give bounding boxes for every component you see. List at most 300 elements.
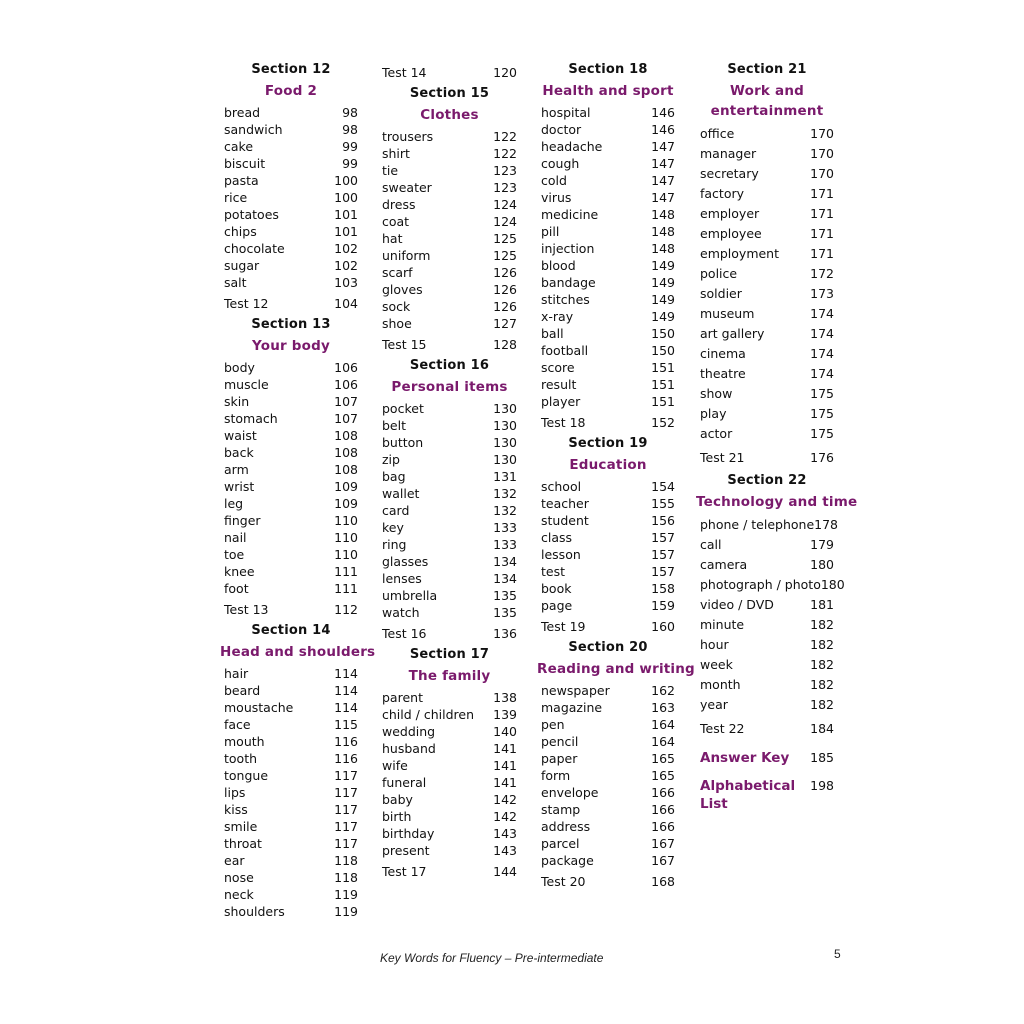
entry-word: wrist bbox=[224, 479, 255, 494]
entry-page-number: 112 bbox=[334, 602, 358, 617]
word-entry bbox=[224, 359, 358, 376]
entry-page-number: 182 bbox=[810, 637, 834, 652]
entry-word: package bbox=[541, 853, 594, 868]
entry-page-number: 158 bbox=[651, 581, 675, 596]
entry-word: sweater bbox=[382, 180, 432, 195]
word-entry bbox=[224, 563, 358, 580]
word-entry bbox=[382, 604, 517, 621]
word-entry bbox=[382, 502, 517, 519]
word-entry bbox=[224, 172, 358, 189]
appendix-page-number: 198 bbox=[810, 778, 834, 793]
entry-word: museum bbox=[700, 306, 755, 321]
entry-page-number: 142 bbox=[493, 809, 517, 824]
entry-word: Test 14 bbox=[382, 65, 427, 80]
entry-word: week bbox=[700, 657, 733, 672]
entry-page-number: 166 bbox=[651, 785, 675, 800]
word-entry bbox=[700, 124, 834, 144]
entry-word: Test 20 bbox=[541, 874, 586, 889]
entry-page-number: 147 bbox=[651, 139, 675, 154]
word-entry bbox=[224, 801, 358, 818]
entry-page-number: 160 bbox=[651, 619, 675, 634]
entry-word: parent bbox=[382, 690, 423, 705]
word-entry bbox=[224, 546, 358, 563]
entry-word: video / DVD bbox=[700, 597, 774, 612]
entry-page-number: 110 bbox=[334, 547, 358, 562]
entry-page-number: 182 bbox=[810, 697, 834, 712]
entry-word: moustache bbox=[224, 700, 294, 715]
entry-word: watch bbox=[382, 605, 420, 620]
entry-word: salt bbox=[224, 275, 247, 290]
entry-word: foot bbox=[224, 581, 249, 596]
word-entry bbox=[224, 104, 358, 121]
entry-word: wife bbox=[382, 758, 408, 773]
entry-page-number: 135 bbox=[493, 588, 517, 603]
word-entry bbox=[224, 206, 358, 223]
entry-word: button bbox=[382, 435, 424, 450]
entry-word: leg bbox=[224, 496, 244, 511]
entry-word: stamp bbox=[541, 802, 581, 817]
word-entry bbox=[382, 757, 517, 774]
word-entry bbox=[224, 699, 358, 716]
entry-page-number: 178 bbox=[814, 517, 839, 532]
word-entry bbox=[541, 767, 675, 784]
word-entry bbox=[382, 808, 517, 825]
entry-page-number: 114 bbox=[334, 683, 358, 698]
word-entry bbox=[382, 315, 517, 332]
entry-page-number: 114 bbox=[334, 700, 358, 715]
word-entry bbox=[700, 595, 834, 615]
word-entry bbox=[700, 264, 834, 284]
entry-page-number: 108 bbox=[334, 462, 358, 477]
entry-word: page bbox=[541, 598, 573, 613]
word-entry bbox=[541, 835, 675, 852]
entry-word: pencil bbox=[541, 734, 579, 749]
entry-page-number: 110 bbox=[334, 530, 358, 545]
word-entry bbox=[224, 240, 358, 257]
entry-page-number: 175 bbox=[810, 406, 834, 421]
entry-page-number: 170 bbox=[810, 146, 834, 161]
section-topic: Reading and writing bbox=[537, 661, 695, 677]
entry-word: year bbox=[700, 697, 728, 712]
word-entry bbox=[700, 304, 834, 324]
entry-page-number: 136 bbox=[493, 626, 517, 641]
entry-word: month bbox=[700, 677, 741, 692]
word-entry bbox=[541, 206, 675, 223]
entry-page-number: 175 bbox=[810, 386, 834, 401]
entry-page-number: 167 bbox=[651, 853, 675, 868]
entry-word: theatre bbox=[700, 366, 746, 381]
word-entry bbox=[541, 189, 675, 206]
entry-word: cough bbox=[541, 156, 580, 171]
word-entry bbox=[541, 512, 675, 529]
word-entry bbox=[382, 689, 517, 706]
entry-page-number: 167 bbox=[651, 836, 675, 851]
word-entry bbox=[700, 184, 834, 204]
entry-word: neck bbox=[224, 887, 254, 902]
word-list bbox=[700, 124, 834, 444]
section-topic: The family bbox=[408, 668, 491, 684]
entry-page-number: 179 bbox=[810, 537, 834, 552]
column-4 bbox=[696, 60, 858, 813]
entry-page-number: 103 bbox=[334, 275, 358, 290]
entry-page-number: 174 bbox=[810, 366, 834, 381]
word-list bbox=[382, 400, 517, 621]
entry-word: call bbox=[700, 537, 722, 552]
entry-word: rice bbox=[224, 190, 248, 205]
entry-word: medicine bbox=[541, 207, 599, 222]
entry-page-number: 147 bbox=[651, 156, 675, 171]
entry-word: sandwich bbox=[224, 122, 283, 137]
entry-word: phone / telephone bbox=[700, 517, 815, 532]
entry-word: bag bbox=[382, 469, 406, 484]
entry-page-number: 124 bbox=[493, 214, 517, 229]
word-entry bbox=[224, 733, 358, 750]
entry-word: Test 12 bbox=[224, 296, 269, 311]
entry-word: student bbox=[541, 513, 589, 528]
entry-word: Test 15 bbox=[382, 337, 427, 352]
entry-page-number: 157 bbox=[651, 530, 675, 545]
entry-word: glasses bbox=[382, 554, 429, 569]
entry-page-number: 148 bbox=[651, 224, 675, 239]
section-topic: Technology and time bbox=[696, 494, 858, 510]
word-entry bbox=[382, 740, 517, 757]
word-entry bbox=[541, 172, 675, 189]
entry-page-number: 148 bbox=[651, 241, 675, 256]
word-entry bbox=[541, 716, 675, 733]
test-entry bbox=[224, 295, 358, 312]
entry-word: waist bbox=[224, 428, 257, 443]
entry-word: school bbox=[541, 479, 582, 494]
section-heading: Section 15 bbox=[409, 86, 490, 101]
word-entry bbox=[382, 536, 517, 553]
entry-word: sock bbox=[382, 299, 411, 314]
entry-page-number: 116 bbox=[334, 734, 358, 749]
entry-word: stitches bbox=[541, 292, 590, 307]
entry-word: play bbox=[700, 406, 727, 421]
entry-page-number: 143 bbox=[493, 843, 517, 858]
entry-word: biscuit bbox=[224, 156, 266, 171]
word-entry bbox=[224, 461, 358, 478]
entry-page-number: 133 bbox=[493, 520, 517, 535]
word-entry bbox=[224, 427, 358, 444]
word-entry bbox=[700, 575, 845, 595]
word-entry bbox=[224, 784, 358, 801]
word-entry bbox=[224, 478, 358, 495]
word-entry bbox=[700, 655, 834, 675]
entry-page-number: 118 bbox=[334, 853, 358, 868]
word-entry bbox=[382, 230, 517, 247]
entry-word: bandage bbox=[541, 275, 596, 290]
entry-page-number: 104 bbox=[334, 296, 358, 311]
word-entry bbox=[224, 410, 358, 427]
entry-word: coat bbox=[382, 214, 410, 229]
entry-page-number: 171 bbox=[810, 186, 834, 201]
word-entry bbox=[541, 138, 675, 155]
entry-page-number: 182 bbox=[810, 657, 834, 672]
entry-word: smile bbox=[224, 819, 258, 834]
entry-word: result bbox=[541, 377, 577, 392]
section-topic: Health and sport bbox=[542, 83, 674, 99]
entry-page-number: 154 bbox=[651, 479, 675, 494]
entry-page-number: 107 bbox=[334, 394, 358, 409]
entry-page-number: 126 bbox=[493, 282, 517, 297]
entry-page-number: 101 bbox=[334, 207, 358, 222]
test-entry bbox=[541, 873, 675, 890]
test-entry bbox=[382, 336, 517, 353]
entry-page-number: 117 bbox=[334, 802, 358, 817]
section-heading: Section 13 bbox=[251, 317, 331, 332]
entry-page-number: 164 bbox=[651, 717, 675, 732]
entry-page-number: 171 bbox=[810, 206, 834, 221]
entry-page-number: 130 bbox=[493, 435, 517, 450]
entry-word: funeral bbox=[382, 775, 427, 790]
entry-page-number: 182 bbox=[810, 677, 834, 692]
entry-page-number: 141 bbox=[493, 775, 517, 790]
entry-page-number: 110 bbox=[334, 513, 358, 528]
word-entry bbox=[541, 223, 675, 240]
entry-page-number: 144 bbox=[493, 864, 517, 879]
word-entry bbox=[382, 128, 517, 145]
entry-word: art gallery bbox=[700, 326, 765, 341]
entry-page-number: 98 bbox=[342, 122, 358, 137]
word-entry bbox=[382, 434, 517, 451]
entry-page-number: 162 bbox=[651, 683, 675, 698]
entry-page-number: 180 bbox=[810, 557, 834, 572]
word-entry bbox=[382, 825, 517, 842]
word-entry bbox=[541, 801, 675, 818]
entry-word: umbrella bbox=[382, 588, 438, 603]
word-entry bbox=[541, 529, 675, 546]
word-entry bbox=[224, 444, 358, 461]
word-entry bbox=[224, 750, 358, 767]
word-entry bbox=[382, 791, 517, 808]
entry-word: present bbox=[382, 843, 430, 858]
entry-word: finger bbox=[224, 513, 261, 528]
word-entry bbox=[700, 144, 834, 164]
entry-page-number: 102 bbox=[334, 258, 358, 273]
entry-word: nose bbox=[224, 870, 254, 885]
entry-page-number: 142 bbox=[493, 792, 517, 807]
word-entry bbox=[541, 393, 675, 410]
entry-page-number: 149 bbox=[651, 275, 675, 290]
word-entry bbox=[382, 570, 517, 587]
entry-word: zip bbox=[382, 452, 400, 467]
word-entry bbox=[541, 733, 675, 750]
word-entry bbox=[541, 291, 675, 308]
entry-word: doctor bbox=[541, 122, 582, 137]
entry-word: employer bbox=[700, 206, 760, 221]
word-list bbox=[224, 359, 358, 597]
entry-word: employee bbox=[700, 226, 762, 241]
entry-page-number: 117 bbox=[334, 819, 358, 834]
entry-page-number: 107 bbox=[334, 411, 358, 426]
word-entry bbox=[224, 682, 358, 699]
test-entry bbox=[224, 601, 358, 618]
word-entry bbox=[541, 750, 675, 767]
entry-page-number: 147 bbox=[651, 173, 675, 188]
entry-word: book bbox=[541, 581, 572, 596]
entry-page-number: 122 bbox=[493, 129, 517, 144]
entry-page-number: 175 bbox=[810, 426, 834, 441]
entry-page-number: 166 bbox=[651, 802, 675, 817]
entry-word: lesson bbox=[541, 547, 581, 562]
entry-word: x-ray bbox=[541, 309, 574, 324]
word-entry bbox=[382, 400, 517, 417]
entry-page-number: 148 bbox=[651, 207, 675, 222]
entry-word: kiss bbox=[224, 802, 248, 817]
test-entry bbox=[541, 414, 675, 431]
section-heading: Section 19 bbox=[568, 436, 648, 451]
column-3 bbox=[537, 60, 695, 895]
entry-page-number: 171 bbox=[810, 226, 834, 241]
entry-word: secretary bbox=[700, 166, 759, 181]
word-entry bbox=[541, 325, 675, 342]
entry-page-number: 119 bbox=[334, 887, 358, 902]
word-entry bbox=[700, 324, 834, 344]
word-entry bbox=[382, 281, 517, 298]
word-entry bbox=[541, 308, 675, 325]
word-entry bbox=[541, 155, 675, 172]
word-entry bbox=[224, 376, 358, 393]
entry-page-number: 174 bbox=[810, 346, 834, 361]
entry-word: office bbox=[700, 126, 735, 141]
entry-page-number: 100 bbox=[334, 190, 358, 205]
entry-word: scarf bbox=[382, 265, 413, 280]
word-entry bbox=[700, 404, 834, 424]
entry-word: newspaper bbox=[541, 683, 610, 698]
word-list bbox=[224, 665, 358, 920]
entry-page-number: 140 bbox=[493, 724, 517, 739]
entry-page-number: 149 bbox=[651, 258, 675, 273]
word-list bbox=[541, 478, 675, 614]
word-entry bbox=[224, 121, 358, 138]
entry-page-number: 176 bbox=[810, 450, 834, 465]
entry-page-number: 134 bbox=[493, 571, 517, 586]
entry-word: back bbox=[224, 445, 254, 460]
entry-word: pill bbox=[541, 224, 560, 239]
entry-word: chocolate bbox=[224, 241, 285, 256]
entry-page-number: 132 bbox=[493, 486, 517, 501]
entry-word: uniform bbox=[382, 248, 431, 263]
entry-word: skin bbox=[224, 394, 250, 409]
entry-page-number: 127 bbox=[493, 316, 517, 331]
entry-page-number: 180 bbox=[820, 577, 845, 592]
entry-word: muscle bbox=[224, 377, 269, 392]
entry-word: score bbox=[541, 360, 575, 375]
test-entry bbox=[700, 719, 834, 739]
entry-page-number: 152 bbox=[651, 415, 675, 430]
entry-word: hat bbox=[382, 231, 403, 246]
word-entry bbox=[382, 264, 517, 281]
word-entry bbox=[541, 580, 675, 597]
entry-page-number: 166 bbox=[651, 819, 675, 834]
word-entry bbox=[224, 393, 358, 410]
entry-page-number: 182 bbox=[810, 617, 834, 632]
entry-word: cold bbox=[541, 173, 567, 188]
appendix-entry bbox=[700, 777, 834, 813]
word-entry bbox=[541, 563, 675, 580]
word-entry bbox=[224, 138, 358, 155]
section-heading: Section 17 bbox=[409, 647, 490, 662]
entry-page-number: 173 bbox=[810, 286, 834, 301]
entry-word: virus bbox=[541, 190, 572, 205]
entry-page-number: 146 bbox=[651, 105, 675, 120]
entry-page-number: 108 bbox=[334, 445, 358, 460]
word-entry bbox=[224, 716, 358, 733]
entry-word: potatoes bbox=[224, 207, 279, 222]
entry-page-number: 126 bbox=[493, 265, 517, 280]
word-list bbox=[541, 682, 675, 869]
entry-word: nail bbox=[224, 530, 247, 545]
entry-word: pen bbox=[541, 717, 565, 732]
entry-word: form bbox=[541, 768, 571, 783]
entry-word: minute bbox=[700, 617, 745, 632]
entry-word: trousers bbox=[382, 129, 434, 144]
word-entry bbox=[224, 155, 358, 172]
entry-word: gloves bbox=[382, 282, 423, 297]
entry-page-number: 155 bbox=[651, 496, 675, 511]
word-entry bbox=[700, 244, 834, 264]
entry-page-number: 99 bbox=[342, 139, 358, 154]
word-entry bbox=[541, 257, 675, 274]
entry-page-number: 117 bbox=[334, 836, 358, 851]
appendix-entry bbox=[700, 749, 834, 767]
entry-word: teacher bbox=[541, 496, 589, 511]
entry-word: knee bbox=[224, 564, 255, 579]
entry-page-number: 163 bbox=[651, 700, 675, 715]
word-entry bbox=[224, 223, 358, 240]
section-heading: Section 16 bbox=[409, 358, 490, 373]
word-entry bbox=[224, 580, 358, 597]
entry-word: birth bbox=[382, 809, 412, 824]
entry-page-number: 117 bbox=[334, 768, 358, 783]
entry-page-number: 109 bbox=[334, 496, 358, 511]
entry-word: Test 22 bbox=[700, 721, 745, 736]
entry-page-number: 111 bbox=[334, 581, 358, 596]
footer-book-title: Key Words for Fluency – Pre-intermediate bbox=[380, 951, 604, 965]
entry-word: class bbox=[541, 530, 573, 545]
entry-page-number: 128 bbox=[493, 337, 517, 352]
entry-word: face bbox=[224, 717, 251, 732]
test-entry bbox=[382, 863, 517, 880]
word-entry bbox=[382, 213, 517, 230]
word-entry bbox=[224, 852, 358, 869]
word-list bbox=[700, 515, 845, 715]
section-heading: Section 14 bbox=[251, 623, 331, 638]
word-entry bbox=[224, 886, 358, 903]
word-entry bbox=[541, 104, 675, 121]
word-entry bbox=[382, 587, 517, 604]
entry-word: ear bbox=[224, 853, 245, 868]
entry-page-number: 115 bbox=[334, 717, 358, 732]
entry-page-number: 181 bbox=[810, 597, 834, 612]
section-topic: Work and entertainment bbox=[710, 83, 824, 119]
entry-word: football bbox=[541, 343, 589, 358]
entry-page-number: 125 bbox=[493, 231, 517, 246]
entry-page-number: 143 bbox=[493, 826, 517, 841]
entry-word: blood bbox=[541, 258, 576, 273]
word-entry bbox=[224, 767, 358, 784]
word-entry bbox=[541, 818, 675, 835]
word-entry bbox=[224, 257, 358, 274]
entry-word: cake bbox=[224, 139, 254, 154]
entry-word: Test 21 bbox=[700, 450, 745, 465]
entry-page-number: 101 bbox=[334, 224, 358, 239]
word-entry bbox=[700, 535, 834, 555]
entry-page-number: 165 bbox=[651, 768, 675, 783]
entry-word: show bbox=[700, 386, 733, 401]
entry-page-number: 125 bbox=[493, 248, 517, 263]
